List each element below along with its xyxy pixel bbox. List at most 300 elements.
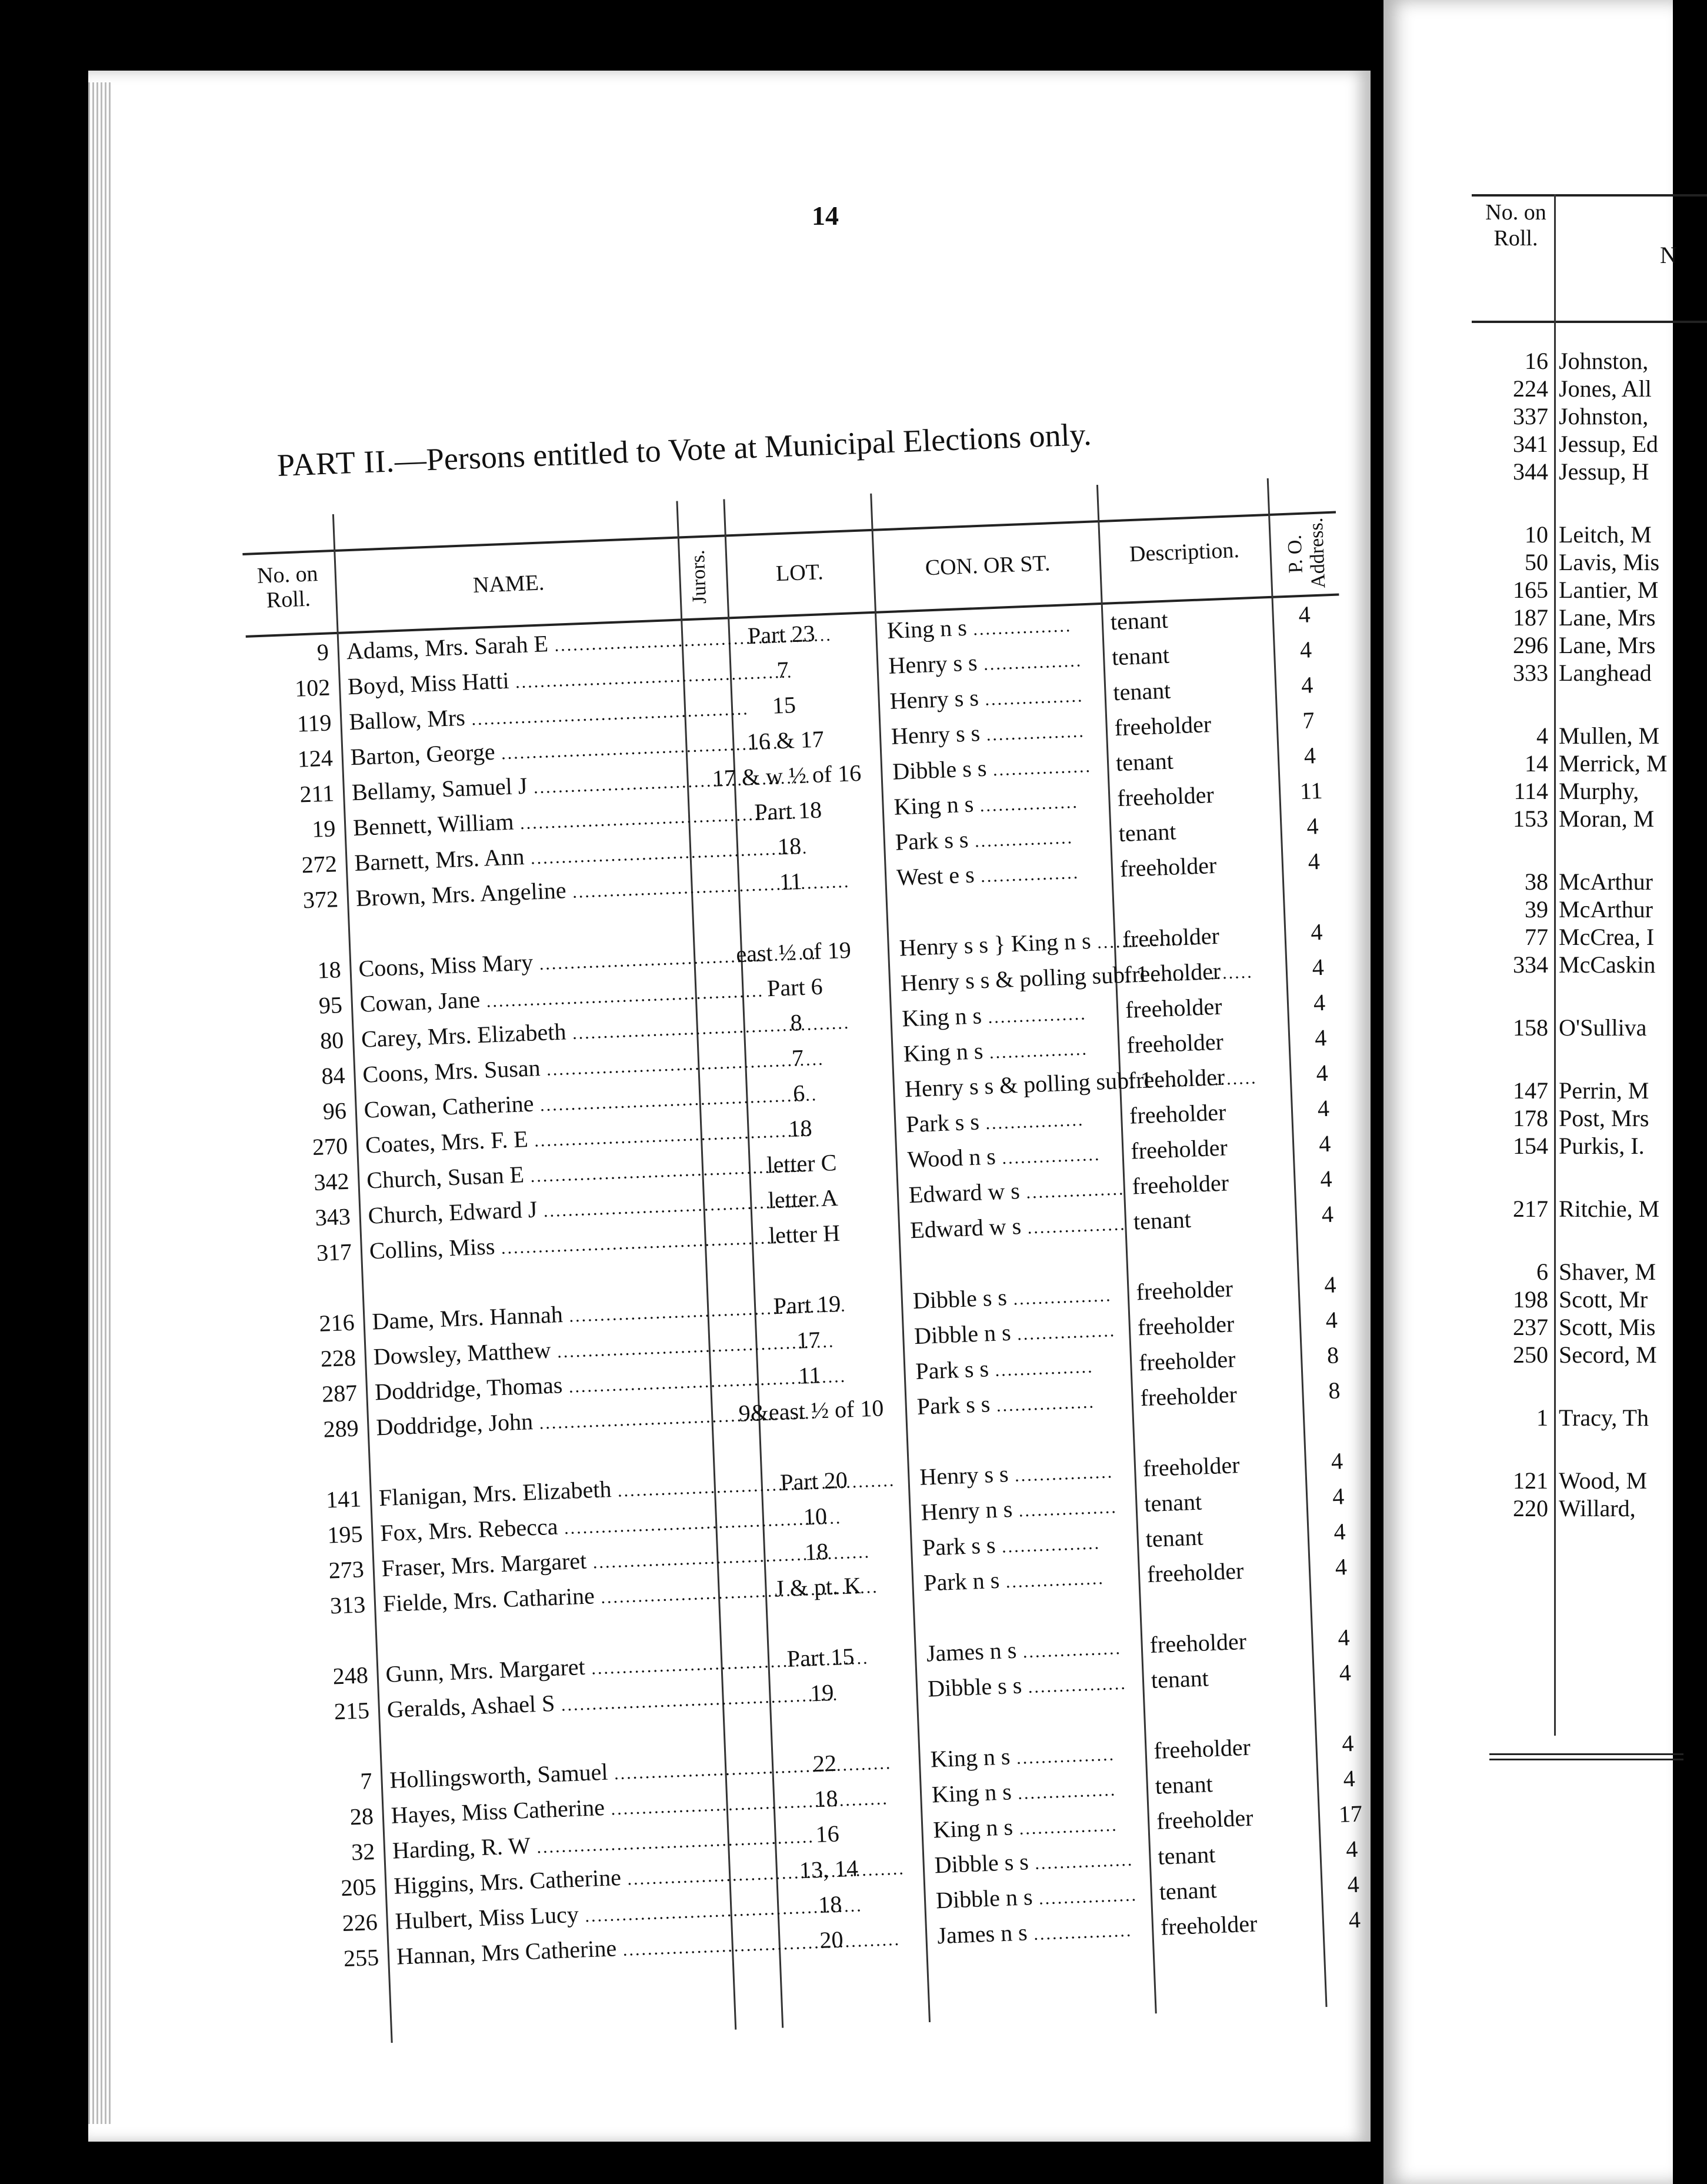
description-cell: tenant: [1158, 1876, 1218, 1905]
list-item: [1472, 631, 1655, 659]
description-cell: freeholder: [1116, 781, 1215, 812]
list-item: [1472, 1258, 1656, 1286]
roll-number: 313: [329, 1591, 366, 1619]
lot-cell: 8: [789, 1009, 803, 1036]
roll-number: 228: [320, 1344, 356, 1372]
con-cell: Park s s .....: [906, 1103, 1119, 1138]
voter-name: Church, Susan E .....: [366, 1154, 696, 1194]
header-name: NAME.: [472, 570, 545, 598]
con-cell: King n s .....: [931, 1773, 1144, 1809]
description-cell: freeholder: [1122, 922, 1220, 953]
po-address-cell: 4: [1331, 1447, 1343, 1475]
con-cell: Dibble s s .....: [912, 1279, 1125, 1314]
po-address-cell: 7: [1302, 707, 1315, 734]
description-cell: freeholder: [1129, 1098, 1227, 1129]
voter-name: Hollingsworth, Samuel .....: [389, 1753, 719, 1793]
voter-name: Lantier, M: [1559, 577, 1659, 603]
voter-name: Hulbert, Miss Lucy .....: [395, 1895, 725, 1935]
po-address-cell: 4: [1333, 1518, 1346, 1545]
con-cell: Henry s s .....: [888, 644, 1101, 680]
description-cell: freeholder: [1131, 1169, 1229, 1200]
lot-cell: 18: [804, 1537, 829, 1566]
po-address-cell: 4: [1332, 1483, 1345, 1510]
con-cell: Edward w s .....: [909, 1208, 1122, 1244]
list-item: [1472, 402, 1648, 430]
roll-number: 215: [334, 1697, 370, 1725]
section-heading: [276, 416, 1092, 484]
voter-name: McCrea, I: [1559, 924, 1655, 950]
con-cell: Edward w s .....: [908, 1173, 1121, 1208]
po-address-cell: 4: [1301, 671, 1314, 699]
roll-number: 248: [332, 1662, 369, 1690]
roll-number: 1: [1536, 1404, 1548, 1431]
lot-cell: 17: [796, 1326, 821, 1354]
con-cell: King n s .....: [902, 997, 1115, 1033]
lot-cell: 11: [798, 1361, 822, 1389]
lot-cell: Part 18: [754, 796, 822, 825]
description-cell: tenant: [1143, 1488, 1202, 1517]
description-cell: tenant: [1118, 818, 1177, 847]
roll-number: 96: [322, 1097, 347, 1125]
roll-number: 187: [1513, 604, 1548, 631]
con-cell: James n s .....: [936, 1914, 1149, 1950]
lot-cell: Part 23: [747, 620, 816, 650]
roll-number: 39: [1525, 896, 1548, 923]
roll-number: 296: [1513, 632, 1548, 658]
header-description: Description.: [1129, 537, 1240, 567]
voter-name: Higgins, Mrs. Catherine .....: [394, 1859, 724, 1899]
list-item: [1472, 868, 1653, 895]
roll-number: 220: [1513, 1495, 1548, 1522]
description-cell: freeholder: [1113, 710, 1212, 741]
voter-name: Scott, Mis: [1559, 1314, 1656, 1340]
roll-number: 121: [1513, 1467, 1548, 1494]
description-cell: freeholder: [1137, 1310, 1235, 1341]
voter-name: Leitch, M: [1559, 521, 1652, 548]
po-address-cell: 4: [1298, 601, 1311, 628]
voter-name: Church, Edward J .....: [368, 1189, 698, 1229]
po-address-cell: 4: [1311, 953, 1325, 981]
description-cell: tenant: [1111, 641, 1170, 671]
description-cell: freeholder: [1126, 1028, 1224, 1058]
roll-number: 158: [1513, 1014, 1548, 1041]
po-address-cell: 4: [1321, 1200, 1334, 1228]
lot-cell: 6: [792, 1079, 806, 1107]
lot-cell: 9&east ½ of 10: [738, 1394, 885, 1427]
po-address-cell: 8: [1328, 1377, 1341, 1404]
description-cell: tenant: [1145, 1523, 1204, 1553]
voter-name: Johnston,: [1559, 348, 1649, 374]
description-cell: freeholder: [1142, 1451, 1241, 1482]
voter-name: Dame, Mrs. Hannah .....: [372, 1295, 702, 1335]
roll-number: 372: [302, 885, 339, 914]
lot-cell: 20: [819, 1926, 844, 1954]
con-cell: King n s .....: [886, 608, 1099, 644]
po-address-cell: 11: [1299, 777, 1323, 805]
left-page: [88, 71, 1371, 2142]
po-address-cell: 4: [1310, 918, 1323, 945]
roll-number: 19: [311, 815, 336, 843]
lot-cell: 11: [779, 867, 803, 895]
roll-number: 334: [1513, 951, 1548, 978]
voter-name: Willard,: [1559, 1495, 1636, 1522]
roll-number: 198: [1513, 1286, 1548, 1313]
list-item: [1472, 659, 1652, 687]
header-po-address: P. O. Address.: [1283, 517, 1330, 589]
roll-number: 287: [321, 1379, 358, 1407]
roll-number: 32: [351, 1837, 376, 1866]
lot-cell: Part 19: [773, 1290, 842, 1320]
voter-name: Ballow, Mrs .....: [349, 695, 679, 735]
roll-number: 154: [1513, 1133, 1548, 1159]
roll-number: 77: [1525, 924, 1548, 950]
description-cell: freeholder: [1138, 1346, 1236, 1376]
con-cell: King n s .....: [903, 1032, 1116, 1068]
roll-number: 119: [296, 709, 332, 737]
roll-number: 333: [1513, 660, 1548, 686]
roll-number: 4: [1536, 723, 1548, 749]
roll-number: 272: [301, 850, 338, 878]
roll-number: 7: [359, 1767, 373, 1795]
lot-cell: Part 20: [779, 1466, 848, 1496]
header-jurors: Jurors.: [686, 549, 711, 604]
list-item: [1472, 805, 1654, 833]
voter-roll-table: [241, 474, 1452, 2046]
con-cell: Park n s .....: [923, 1561, 1136, 1597]
list-item: [1472, 923, 1654, 951]
po-address-cell: 4: [1299, 636, 1312, 664]
description-cell: freeholder: [1123, 957, 1221, 988]
po-address-cell: 17: [1338, 1800, 1363, 1827]
list-item: [1472, 1313, 1655, 1341]
voter-name: Lane, Mrs: [1559, 632, 1656, 658]
po-address-cell: 4: [1341, 1729, 1355, 1757]
lot-cell: letter H: [768, 1219, 841, 1249]
con-cell: Park s s .....: [895, 820, 1108, 856]
voter-name: Scott, Mr: [1559, 1286, 1648, 1313]
voter-name: Doddridge, Thomas .....: [374, 1366, 704, 1406]
voter-name: Barton, George .....: [350, 731, 680, 771]
po-address-cell: 4: [1334, 1553, 1348, 1580]
voter-name: Coates, Mrs. F. E .....: [365, 1118, 695, 1158]
list-item: [1472, 1104, 1649, 1132]
roll-number: 344: [1513, 458, 1548, 485]
list-item: [1472, 951, 1655, 978]
description-cell: tenant: [1112, 677, 1172, 706]
voter-name: Collins, Miss .....: [369, 1224, 699, 1264]
voter-name: Moran, M: [1559, 805, 1655, 832]
voter-name: Perrin, M: [1559, 1077, 1649, 1104]
description-cell: tenant: [1110, 606, 1169, 635]
voter-name: Boyd, Miss Hatti .....: [347, 660, 677, 700]
con-cell: Dibble s s .....: [892, 750, 1105, 785]
voter-name: Coons, Mrs. Susan .....: [362, 1048, 692, 1088]
lot-cell: 7: [776, 656, 789, 684]
po-address-cell: 4: [1338, 1659, 1352, 1686]
voter-name: Fox, Mrs. Rebecca .....: [380, 1507, 710, 1547]
lot-cell: letter C: [766, 1148, 838, 1178]
description-cell: freeholder: [1127, 1063, 1225, 1094]
list-item: [1472, 347, 1648, 375]
po-address-cell: 8: [1326, 1341, 1339, 1369]
list-item: [1472, 521, 1652, 548]
list-item: [1472, 1467, 1647, 1494]
description-cell: freeholder: [1153, 1733, 1251, 1764]
roll-number: 141: [325, 1485, 362, 1513]
voter-name: Johnston,: [1559, 403, 1649, 430]
lot-cell: 22: [812, 1749, 837, 1777]
po-address-cell: 4: [1303, 742, 1316, 769]
list-item: [1472, 750, 1667, 777]
list-item: [1472, 1286, 1648, 1313]
list-item: [1472, 548, 1659, 576]
roll-number: 195: [326, 1520, 364, 1549]
roll-number: 289: [322, 1414, 359, 1443]
voter-name: Hannan, Mrs Catherine .....: [396, 1930, 726, 1970]
po-address-cell: 4: [1319, 1165, 1333, 1193]
con-cell: Dibble s s .....: [934, 1843, 1147, 1879]
description-cell: freeholder: [1125, 993, 1223, 1023]
voter-name: McArthur: [1559, 868, 1653, 895]
voter-name: Murphy,: [1559, 778, 1639, 804]
list-item: [1472, 1077, 1649, 1104]
roll-number: 114: [1513, 778, 1548, 804]
voter-name: Mullen, M: [1559, 723, 1660, 749]
heading-text: —Persons entitled to Vote at Municipal Elections only.: [394, 416, 1092, 479]
po-address-cell: 4: [1342, 1764, 1356, 1792]
table-body: [246, 597, 1398, 1972]
po-address-cell: 4: [1345, 1835, 1359, 1863]
lot-cell: 16: [815, 1820, 840, 1848]
list-item: [1472, 1132, 1645, 1160]
lot-cell: J & pt. K: [774, 1572, 862, 1602]
voter-name: Jessup, Ed: [1559, 431, 1658, 457]
con-cell: Henry s s .....: [889, 679, 1102, 715]
voter-name: Fraser, Mrs. Margaret .....: [381, 1542, 711, 1582]
roll-number: 18: [316, 956, 342, 984]
con-cell: Henry s s .....: [919, 1455, 1132, 1491]
voter-name: Bellamy, Samuel J .....: [351, 766, 681, 806]
voter-name: Coons, Miss Mary .....: [358, 942, 688, 982]
po-address-cell: 4: [1313, 988, 1326, 1016]
roll-number: 165: [1513, 577, 1548, 603]
description-cell: freeholder: [1135, 1275, 1233, 1306]
list-item: [1472, 576, 1658, 604]
roll-number: 28: [349, 1803, 374, 1830]
description-cell: tenant: [1151, 1664, 1209, 1694]
roll-number: 337: [1513, 403, 1548, 430]
right-top-rule: [1472, 194, 1707, 197]
roll-number: 6: [1536, 1259, 1548, 1285]
right-header-name: N: [1660, 242, 1677, 268]
lot-cell: 16 & 17: [746, 725, 825, 755]
voter-name: Jessup, H: [1559, 458, 1649, 485]
lot-cell: 17 & w ½ of 16: [712, 759, 862, 792]
voter-name: Adams, Mrs. Sarah E .....: [346, 625, 676, 665]
description-cell: freeholder: [1139, 1381, 1238, 1411]
lot-cell: 18: [777, 832, 802, 860]
description-cell: freeholder: [1130, 1134, 1228, 1164]
roll-number: 153: [1513, 805, 1548, 832]
lot-cell: 18: [818, 1890, 843, 1919]
voter-name: Merrick, M: [1559, 750, 1668, 777]
voter-name: McCaskin: [1559, 951, 1656, 978]
voter-name: Gunn, Mrs. Margaret .....: [385, 1648, 715, 1688]
roll-number: 341: [1513, 431, 1548, 457]
header-con-or-st: CON. OR ST.: [925, 551, 1051, 581]
description-cell: freeholder: [1160, 1910, 1258, 1940]
page-edges: [88, 82, 112, 2124]
con-cell: Henry s s .....: [891, 714, 1103, 750]
roll-number: 273: [328, 1556, 365, 1584]
po-address-cell: 4: [1346, 1870, 1360, 1898]
roll-number: 16: [1525, 348, 1548, 374]
lot-cell: 18: [814, 1785, 839, 1813]
roll-number: 9: [316, 638, 329, 666]
roll-number: 342: [313, 1167, 350, 1196]
list-item: [1472, 604, 1655, 631]
voter-name: Lavis, Mis: [1559, 549, 1660, 575]
description-cell: tenant: [1155, 1770, 1213, 1799]
roll-number: 317: [316, 1238, 352, 1266]
voter-name: Carey, Mrs. Elizabeth .....: [361, 1013, 691, 1053]
voter-name: Hayes, Miss Catherine .....: [391, 1789, 721, 1829]
lot-cell: Part 15: [786, 1643, 855, 1672]
description-cell: freeholder: [1149, 1627, 1247, 1659]
voter-name: Post, Mrs: [1559, 1105, 1649, 1131]
con-cell: Park s s .....: [915, 1349, 1128, 1385]
roll-number: 178: [1513, 1105, 1548, 1131]
roll-number: 217: [1513, 1196, 1548, 1222]
roll-number: 205: [340, 1873, 377, 1902]
right-header-rule: [1472, 321, 1707, 323]
con-cell: Dibble n s .....: [935, 1879, 1148, 1915]
voter-name: Harding, R. W .....: [392, 1824, 722, 1864]
description-cell: tenant: [1157, 1841, 1216, 1870]
header-no-on-roll: No. on Roll.: [256, 561, 319, 613]
po-address-cell: 4: [1315, 1059, 1329, 1087]
roll-number: 124: [296, 744, 334, 773]
list-item: [1472, 458, 1649, 485]
voter-name: Shaver, M: [1559, 1259, 1656, 1285]
voter-name: Cowan, Catherine .....: [364, 1083, 694, 1123]
con-cell: Henry s s & polling sub. 1 .....: [900, 961, 1113, 997]
po-address-cell: 4: [1307, 848, 1321, 875]
description-cell: freeholder: [1156, 1804, 1254, 1835]
voter-name: Langhead: [1559, 660, 1652, 686]
roll-number: 237: [1513, 1314, 1548, 1340]
po-address-cell: 4: [1317, 1094, 1330, 1122]
roll-number: 84: [321, 1061, 346, 1090]
list-item: [1472, 1341, 1657, 1369]
roll-number: 255: [343, 1943, 379, 1972]
con-cell: Wood n s .....: [907, 1138, 1120, 1174]
roll-number: 10: [1525, 521, 1548, 548]
voter-name: Secord, M: [1559, 1341, 1657, 1368]
roll-number: 147: [1513, 1077, 1548, 1104]
lot-cell: 15: [772, 691, 796, 719]
po-address-cell: 4: [1314, 1024, 1328, 1051]
roll-number: 14: [1525, 750, 1548, 777]
list-item: [1472, 1494, 1636, 1522]
voter-name: Bennett, William .....: [352, 801, 682, 841]
list-item: [1472, 375, 1652, 402]
voter-name: Fielde, Mrs. Catharine .....: [382, 1577, 712, 1617]
list-item: [1472, 895, 1653, 923]
roll-number: 250: [1513, 1341, 1548, 1368]
voter-name: Brown, Mrs. Angeline .....: [355, 872, 685, 912]
page-number: 14: [812, 201, 839, 231]
right-header-no: No. on Roll.: [1485, 200, 1546, 251]
voter-name: Purkis, I.: [1559, 1133, 1645, 1159]
roll-number: 216: [318, 1309, 355, 1337]
voter-name: Dowsley, Matthew .....: [373, 1330, 703, 1370]
roll-number: 343: [314, 1203, 351, 1231]
voter-name: Barnett, Mrs. Ann .....: [354, 837, 684, 877]
con-cell: Park s s .....: [916, 1384, 1129, 1420]
roll-number: 80: [319, 1026, 345, 1054]
lot-cell: 7: [791, 1044, 804, 1071]
voter-name: Lane, Mrs: [1559, 604, 1656, 631]
lot-cell: east ½ of 19: [735, 936, 852, 968]
header-lot: LOT.: [775, 560, 824, 587]
po-address-cell: 4: [1323, 1271, 1337, 1299]
description-cell: tenant: [1115, 747, 1174, 777]
heading-part: PART II.: [276, 443, 396, 483]
con-cell: Henry s s & polling sub. 1 .....: [904, 1067, 1117, 1103]
con-cell: Henry s s } King n s .....: [899, 926, 1112, 962]
lot-cell: Part 6: [766, 973, 824, 1002]
description-cell: freeholder: [1146, 1557, 1245, 1588]
right-end-rule: [1489, 1753, 1683, 1760]
description-cell: tenant: [1133, 1206, 1192, 1235]
lot-cell: letter A: [767, 1184, 839, 1214]
roll-number: 95: [318, 991, 343, 1019]
con-cell: King n s .....: [933, 1808, 1146, 1844]
voter-name: O'Sulliva: [1559, 1014, 1647, 1041]
con-cell: Dibble n s .....: [913, 1314, 1126, 1350]
lot-cell: 13, 14: [799, 1855, 859, 1884]
roll-number: 50: [1525, 549, 1548, 575]
lot-cell: 18: [788, 1114, 813, 1143]
voter-name: Ritchie, M: [1559, 1196, 1660, 1222]
con-cell: Dibble s s .....: [927, 1667, 1140, 1703]
list-item: [1472, 777, 1639, 805]
con-cell: King n s .....: [930, 1737, 1143, 1773]
roll-number: 226: [341, 1908, 378, 1937]
lot-cell: 19: [809, 1679, 835, 1707]
voter-name: Doddridge, John .....: [376, 1401, 706, 1441]
po-address-cell: 4: [1318, 1130, 1332, 1157]
voter-name: Cowan, Jane .....: [359, 977, 689, 1017]
voter-name: Jones, All: [1559, 375, 1652, 402]
roll-number: 224: [1513, 375, 1548, 402]
list-item: [1472, 430, 1658, 458]
roll-number: 270: [312, 1132, 348, 1161]
voter-name: Wood, M: [1559, 1467, 1648, 1494]
roll-number: 211: [299, 780, 335, 808]
con-cell: King n s .....: [893, 785, 1106, 821]
po-address-cell: 4: [1306, 813, 1319, 840]
po-address-cell: 4: [1337, 1624, 1351, 1651]
roll-number: 102: [294, 674, 331, 702]
list-item: [1472, 722, 1659, 750]
con-cell: James n s .....: [926, 1632, 1139, 1667]
list-item: [1472, 1404, 1649, 1431]
voter-name: McArthur: [1559, 896, 1653, 923]
lot-cell: 10: [803, 1503, 828, 1530]
description-cell: freeholder: [1119, 851, 1218, 883]
